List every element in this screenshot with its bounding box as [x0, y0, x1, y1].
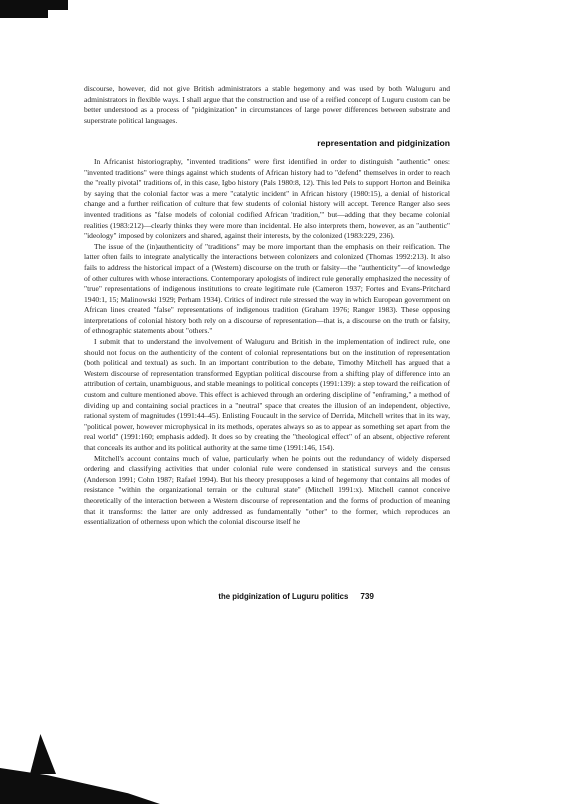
body-paragraph-3: I submit that to understand the involvement of Waluguru and British in the implementation of indirect rule, one should not focus on the authenticity of the content of colonial representations but on the institution of representation (both political and textual) as such. In an important contribution to the debate, Timothy Mitchell has argued that a Western discourse of representation transformed Egyptian political discourse from a shifting play of difference into an attribution of certain, unambiguous, and stable meanings to political concepts (1991:139): a step toward the reification of custom and culture mentioned above. This effect is achieved through an ordering discipline of "enframing," a method of dividing up and containing social practices in a "neutral" space that creates the illusion of an independent, objective, rational system of magnitudes (1991:44–45). Enlisting Foucault in the service of Derrida, Mitchell writes that in its way, "political power, however microphysical in its methods, operates always so as to appear as something set apart from the real world" (1991:160; emphasis added). It does so by creating the "theological effect" of an absent, objective referent that conceals its author and its political authority at the same time (1991:146, 154).	[84, 337, 450, 452]
running-title: the pidginization of Luguru politics	[218, 592, 349, 601]
body-paragraph-2: The issue of the (in)authenticity of "traditions" may be more important than the emphasis on their reification. The latter often fails to integrate analytically the interactions between colonizers and colonized (Thomas 1992:213). It also fails to address the historical impact of a (Western) discourse on the truth or falsity—the "authenticity"—of knowledge of other cultures with whose interactions. Contemporary apologists of indirect rule generally emphasized the necessity of "true" representations of indigenous institutions to create legitimate rule (Cameron 1937; Fortes and Evans-Pritchard 1940:1, 15; Malinowski 1929; Perham 1934). Critics of indirect rule stressed the way in which European government on African lines created "false" representations of indigenous tradition (Graham 1976; Ranger 1983). These opposing interpretations of colonial history both rely on a discourse of representation—that is, a discourse on the truth or falsity, of ethnographic statements about "others."	[84, 241, 450, 336]
page-footer	[150, 592, 374, 601]
scan-shadow-bottom-left	[0, 768, 160, 804]
page-number: 739	[360, 592, 374, 601]
page-body	[84, 84, 450, 528]
scan-shadow-top-strip	[48, 0, 68, 10]
scan-shadow-top-left	[0, 0, 48, 18]
body-paragraph-1: In Africanist historiography, "invented traditions" were first identified in order to distinguish "authentic" ones: "invented traditions" were things against which students of African history had to "defend" themselves in order to reach the "really pivotal" traditions of, in this case, Igbo history (Pals 1980:8, 12). This led Pels to support Horton and Beinika by saying that the colonial factor was a mere "catalytic incident" in African history (1980:15), a denial of historical change and a further reification of culture that few students of colonial history will accept. Terence Ranger also sees invented traditions as "false models of colonial codified African 'tradition,'" but—adding that they became colonial realities (1983:212)—clearly thinks they were more than incidental. He also interprets them, however, as an "authentic" "ideology" imposed by colonizers and shared, against their interests, by the colonized (1983:229, 236).	[84, 156, 450, 241]
section-heading: representation and pidginization	[317, 138, 450, 149]
intro-paragraph: discourse, however, did not give British administrators a stable hegemony and was used by both Waluguru and administrators in flexible ways. I shall argue that the construction and use of a reified concept of Luguru custom can be better understood as a process of "pidginization" in circumstances of large power differences between substrate and superstrate political languages.	[84, 84, 450, 125]
body-paragraph-4: Mitchell's account contains much of value, particularly when he points out the redundancy of widely dispersed ordering and classifying activities that under colonial rule were condensed in statistical surveys and the census (Anderson 1991; Cohn 1987; Rafael 1994). But his theory presupposes a kind of hegemony that contains all modes of resistance "within the organizational terrain or the cultural state" (Mitchell 1991:x). Mitchell cannot conceive theoretically of the interaction between a Western discourse of representation and the forms of production of meaning that it transforms: the latter are only addressed as fundamentally "other" to the former, which reproduces an essentialization of otherness upon which the colonial discourse itself he	[84, 453, 450, 527]
scan-shadow-bottom-notch	[30, 734, 56, 774]
